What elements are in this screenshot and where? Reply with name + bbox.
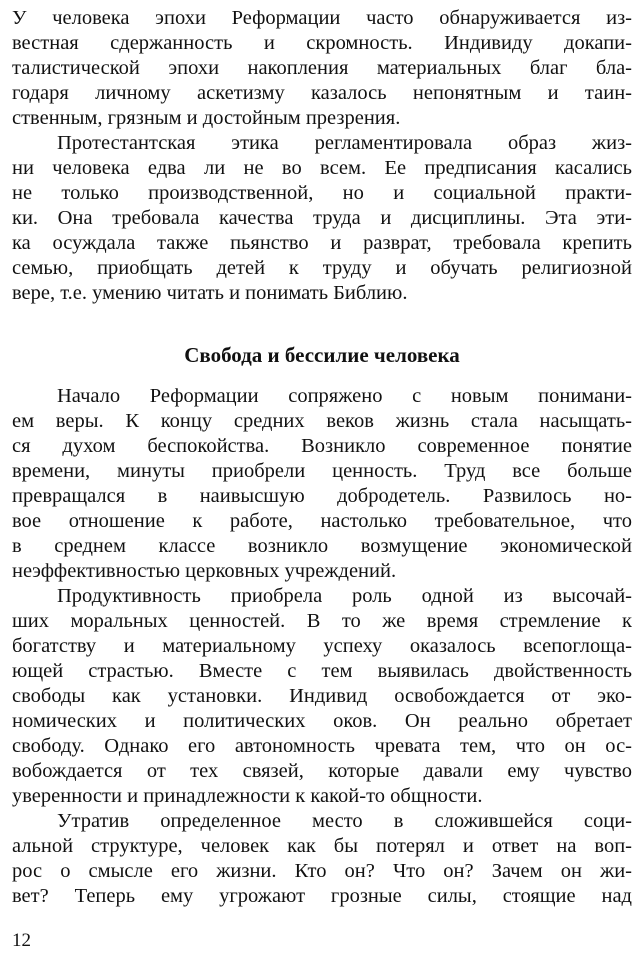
text-line: Продуктивность приобрела роль одной из высочай- bbox=[57, 585, 632, 607]
text-line: годаря личному аскетизму казалось непонятным и таин- bbox=[12, 82, 632, 104]
text-line: вет? Теперь ему угрожают грозные силы, стоящие над bbox=[12, 885, 632, 907]
text-line: Начало Реформации сопряжено с новым понимани- bbox=[57, 385, 632, 407]
text-line: ки. Она требовала качества труда и дисциплины. Эта эти- bbox=[12, 207, 632, 229]
text-line: вобождается от тех связей, которые давали ему чувство bbox=[12, 760, 632, 782]
text-line: ющей страстью. Вместе с тем выявилась двойственность bbox=[12, 660, 632, 682]
text-line: богатству и материальному успеху оказалось всепоглоща- bbox=[12, 635, 632, 657]
page-number: 12 bbox=[12, 930, 31, 951]
text-line: У человека эпохи Реформации часто обнаруживается из- bbox=[12, 7, 632, 29]
text-line: вестная сдержанность и скромность. Индивиду докапи- bbox=[12, 32, 632, 54]
text-line: Протестантская этика регламентировала образ жиз- bbox=[57, 132, 632, 154]
text-line: не только производственной, но и социальной практи- bbox=[12, 182, 632, 204]
text-line: номических и политических оков. Он реально обретает bbox=[12, 710, 632, 732]
text-line: вое отношение к работе, настолько требовательное, что bbox=[12, 510, 632, 532]
text-line: талистической эпохи накопления материальных благ бла- bbox=[12, 57, 632, 79]
text-line: ственным, грязным и достойным презрения. bbox=[12, 107, 401, 129]
text-line: неэффективностью церковных учреждений. bbox=[12, 560, 397, 582]
text-line: уверенности и принадлежности к какой-то общности. bbox=[12, 785, 483, 807]
text-line: времени, минуты приобрели ценность. Труд все больше bbox=[12, 460, 632, 482]
section-heading: Свобода и бессилие человека bbox=[184, 343, 460, 367]
text-line: свободы как установки. Индивид освобождается от эко- bbox=[12, 685, 632, 707]
text-line: альной структуре, человек как бы потерял и ответ на воп- bbox=[12, 835, 632, 857]
text-line: превращался в наивысшую добродетель. Развилось но- bbox=[12, 485, 632, 507]
text-line: рос о смысле его жизни. Кто он? Что он? Зачем он жи- bbox=[12, 860, 632, 882]
text-line: ни человека едва ли не во всем. Ее предписания касались bbox=[12, 157, 632, 179]
text-line: ся духом беспокойства. Возникло современное понятие bbox=[12, 435, 632, 457]
text-line: семью, приобщать детей к труду и обучать религиозной bbox=[12, 257, 632, 279]
text-line: вере, т.е. умению читать и понимать Библию. bbox=[12, 282, 408, 304]
text-line: свободу. Однако его автономность чревата тем, что он ос- bbox=[12, 735, 632, 757]
text-line: в среднем классе возникло возмущение экономической bbox=[12, 535, 632, 557]
text-line: ших моральных ценностей. В то же время стремление к bbox=[12, 610, 632, 632]
text-line: Утратив определенное место в сложившейся соци- bbox=[57, 810, 632, 832]
text-line: ем веры. К концу средних веков жизнь стала насыщать- bbox=[12, 410, 632, 432]
text-line: ка осуждала также пьянство и разврат, требовала крепить bbox=[12, 232, 632, 254]
